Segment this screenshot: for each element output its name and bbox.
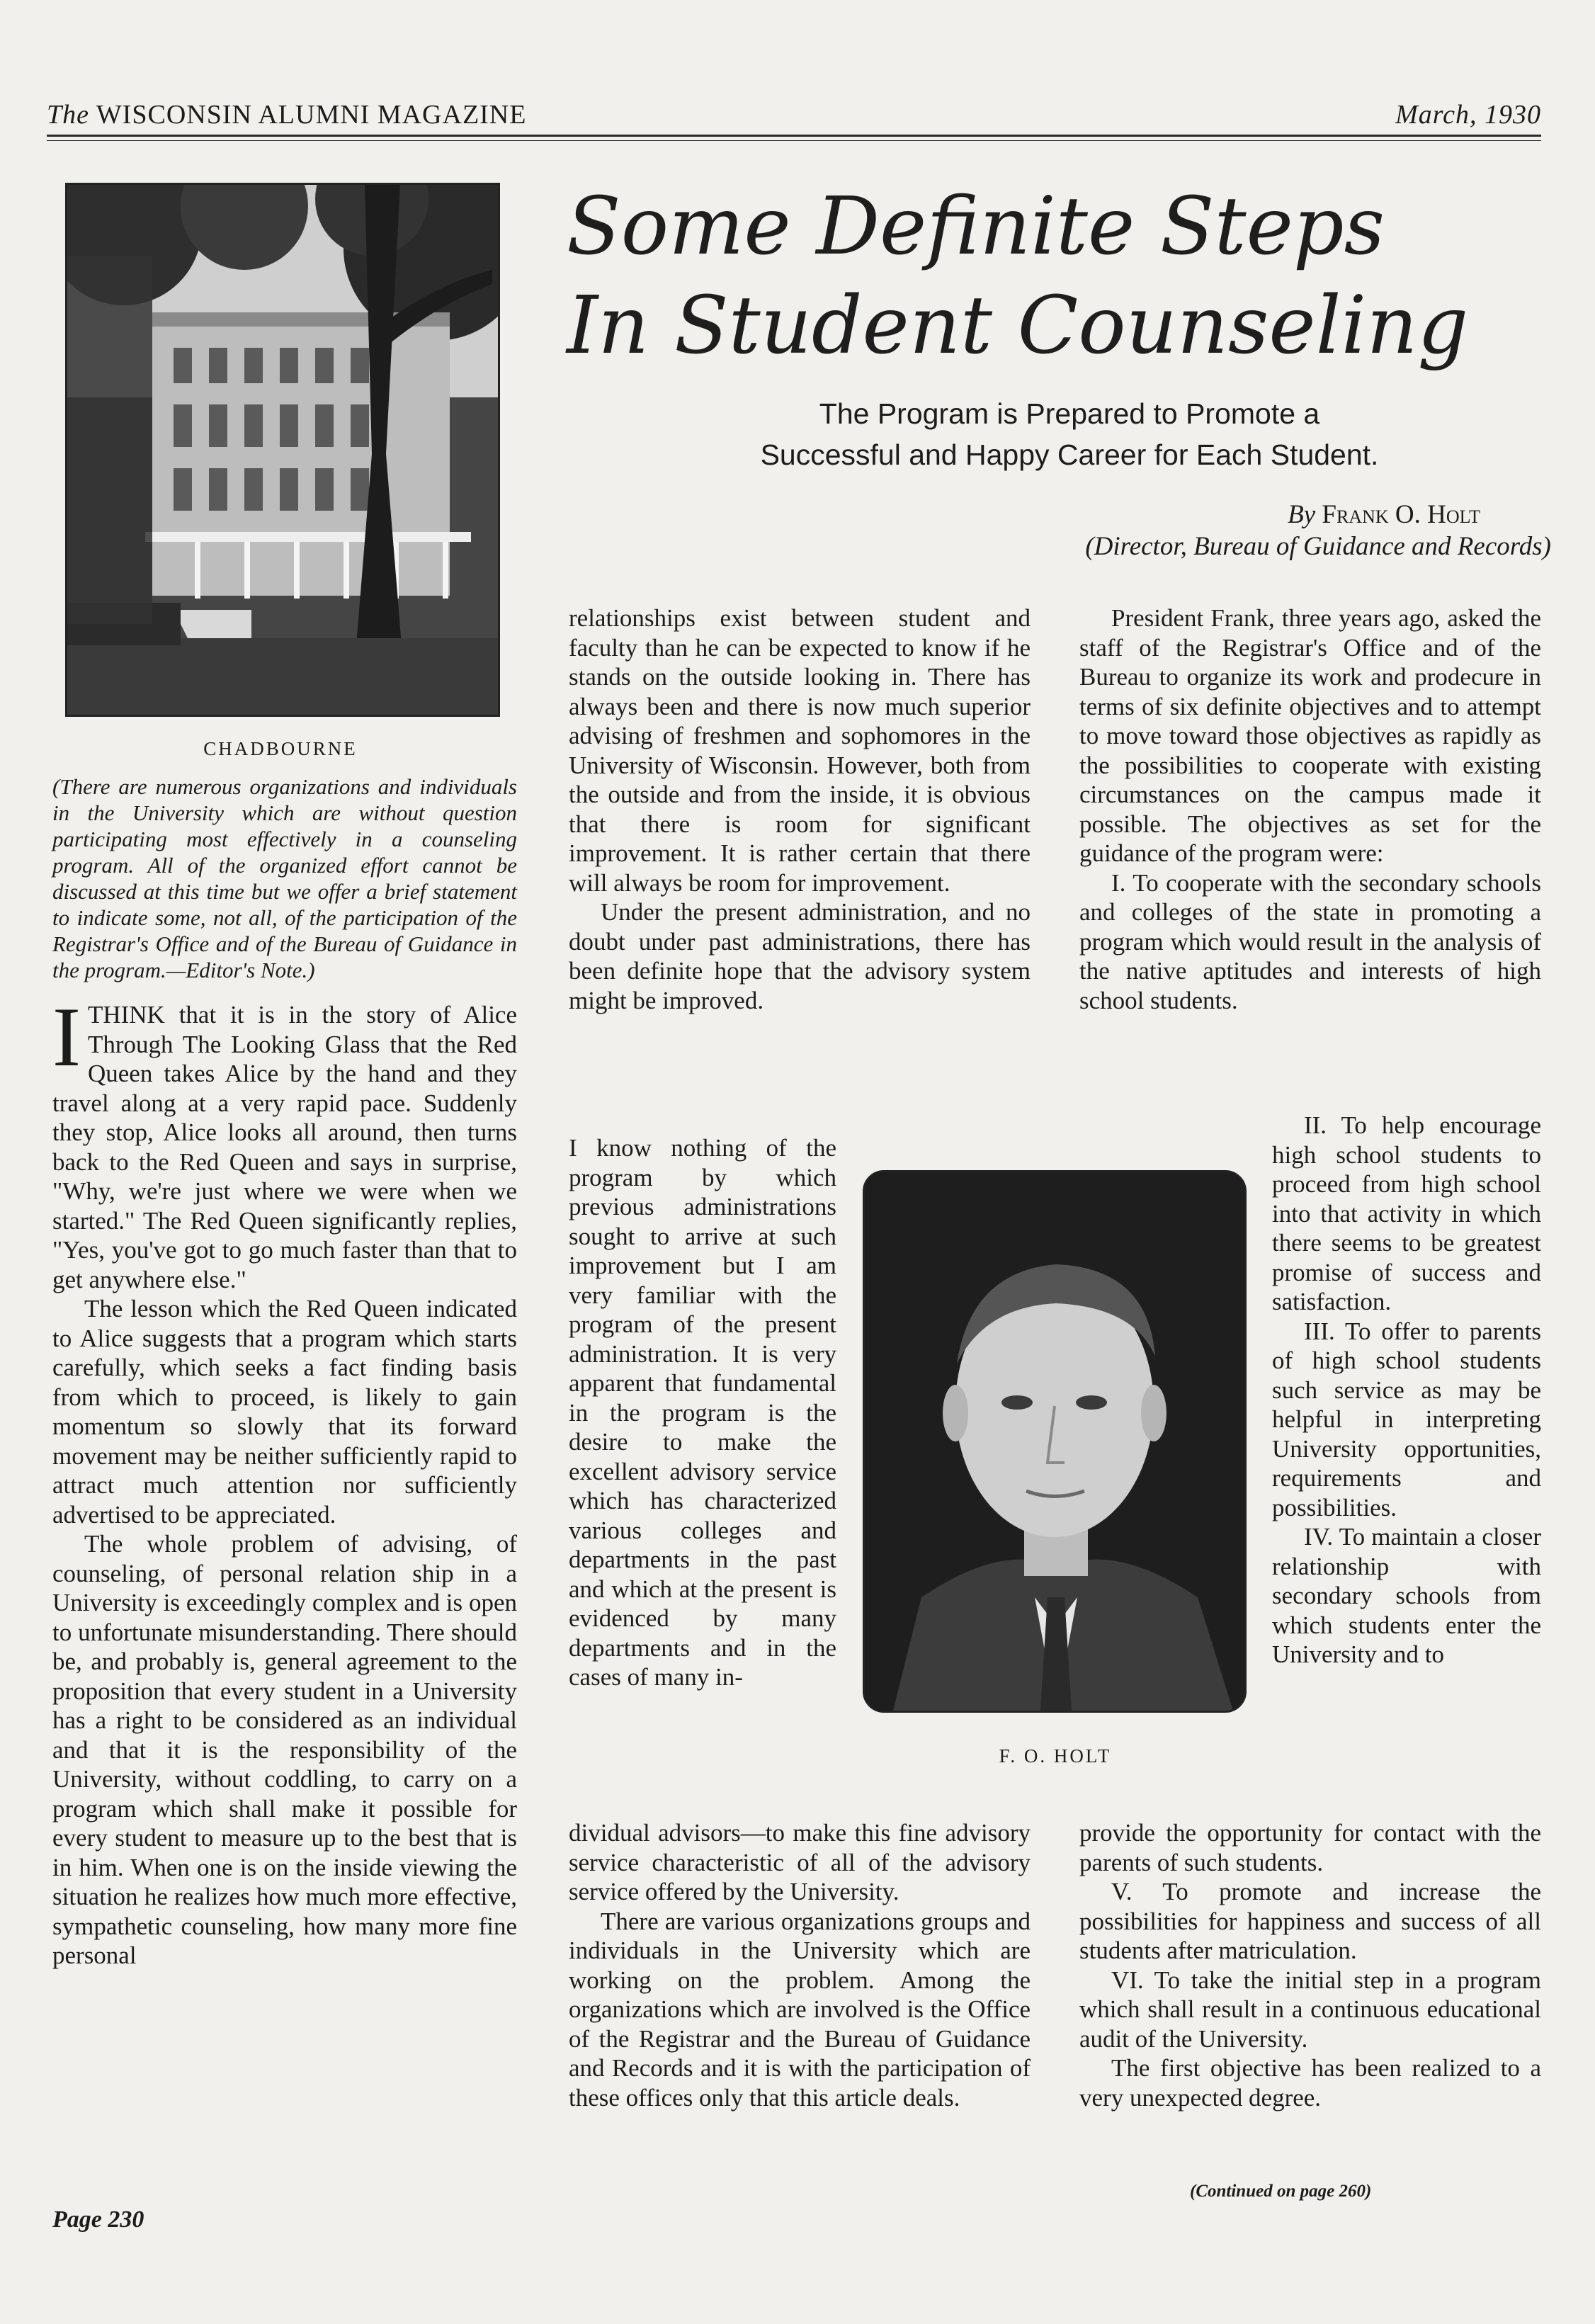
- column-3-bottom: [1079, 1818, 1541, 2112]
- column-2-narrow: [569, 1133, 836, 1692]
- author-role: (Director, Bureau of Guidance and Records): [1085, 532, 1551, 561]
- objective-1: I. To cooperate with the secondary schools and colleges of the state in promoting a program which would result in the analysis of the native aptitudes and interests of high school students.: [1079, 868, 1541, 1014]
- objective-4b: provide the opportunity for contact with the parents of such students.: [1079, 1819, 1541, 1876]
- col2-paragraph-2: Under the present administration, and no doubt under past administrations, there has been definite hope that the advisory system might be improved.: [569, 898, 1031, 1014]
- title-line-2: In Student Counseling: [567, 280, 1469, 372]
- article-subtitle: [609, 393, 1530, 475]
- objective-2: II. To help encourage high school students to proceed from high school into that activity in which there seems to be greatest promise of success and satisfaction.: [1272, 1111, 1541, 1315]
- column-2-top: [569, 603, 1031, 1015]
- col2-paragraph-3a: I know nothing of the program by which previous administrations sought to arrive at such improvement but I am very familiar with the program of the present administration. It is very apparent that fundamental in the program is the desire to make the excellent advisory service which has characterized various colleges and departments in the past and which at the present is evidenced by many departments and in the cases of many in-: [569, 1134, 836, 1691]
- objective-6: VI. To take the initial step in a program which shall result in a continuous educational audit of the University.: [1079, 1966, 1541, 2053]
- byline-prefix: By: [1288, 500, 1316, 529]
- author-name: Frank O. Holt: [1322, 500, 1480, 529]
- editor-note: (There are numerous organizations and individuals in the University which are without question participating most effectively in a counseling program. All of the organized effort cannot be discussed at this time but we offer a brief statement to indicate some, not all, of the participation of the Registrar's Office and of the Bureau of Guidance in the program.—Editor's Note.): [52, 774, 517, 982]
- col1-p1-text: THINK that it is in the story of Alice Through The Looking Glass that the Red Queen takes Alice by the hand and they travel along at a very rapid pace. Suddenly they stop, Alice looks all around, then turns back to the Red Queen and says in surprise, "Why, we're just where we were when we started." The Red Queen significantly replies, "Yes, you've got to go much faster than that to get anywhere else.": [52, 1001, 517, 1293]
- column-3-top: [1079, 603, 1541, 1015]
- byline: [772, 499, 1480, 530]
- subtitle-line-1: The Program is Prepared to Promote a: [819, 397, 1320, 430]
- col3-paragraph-1: President Frank, three years ago, asked the staff of the Registrar's Office and of the Bureau to organize its work and prodecure in terms of six definite objectives and to attempt to move toward those objectives as rapidly as the possibilities to cooperate with existing circumstances on the campus made it possible. The objectives as set for the guidance of the program were:: [1079, 604, 1541, 867]
- col1-paragraph-3: The whole problem of advising, of counseling, of personal relation ship in a University is exceedingly complex and is open to unfortunate misunderstanding. There should be, and probably is, general agreement to the proposition that every student in a University has a right to be considered as an individual and that it is the responsibility of the University, without coddling, to carry on a program which shall make it possible for every student to measure up to the best that is in him. When one is on the inside viewing the situation he realizes how much more effective, sympathetic counseling, how many more fine personal: [52, 1530, 517, 1969]
- objective-3: III. To offer to parents of high school students such service as may be helpful in interpreting University opportunities, requirements and possibilities.: [1272, 1317, 1541, 1521]
- col2-paragraph-4: There are various organizations groups and individuals in the University which are working on the problem. Among the organizations which are involved is the Office of the Registrar and the Bureau of Guidance and Records and it is with the participation of these offices only that this article deals.: [569, 1907, 1031, 2112]
- continued-note: (Continued on page 260): [1190, 2182, 1372, 2201]
- col3-paragraph-last: The first objective has been realized to a very unexpected degree.: [1079, 2054, 1541, 2112]
- column-1: [52, 990, 517, 1971]
- chadbourne-hall-illustration: [67, 185, 498, 715]
- drop-cap: I: [52, 990, 81, 1084]
- holt-portrait-illustration: [865, 1172, 1244, 1711]
- header-rule-thin: [47, 140, 1541, 141]
- magazine-name: The WISCONSIN ALUMNI MAGAZINE: [47, 100, 527, 130]
- holt-caption: F. O. HOLT: [999, 1745, 1112, 1767]
- column-2-bottom: [569, 1818, 1031, 2112]
- issue-date: March, 1930: [1395, 100, 1541, 130]
- chadbourne-photo: [65, 183, 500, 717]
- chadbourne-caption: CHADBOURNE: [203, 738, 358, 759]
- article-title: [567, 177, 1572, 375]
- header-rule: [47, 135, 1541, 137]
- col1-paragraph-2: The lesson which the Red Queen indicated to Alice suggests that a program which starts carefully, which seeks a fact finding basis from which to proceed, is likely to gain momentum so slowly that its forward movement may be neither sufficiently rapid to attract much attention nor sufficiently advertised to be appreciated.: [52, 1295, 517, 1529]
- title-line-1: Some Definite Steps: [567, 181, 1385, 273]
- page-number: Page 230: [52, 2206, 144, 2233]
- col2-paragraph-1: relationships exist between student and faculty than he can be expected to know if he stands on the outside looking in. There has always been and there is now much superior advising of freshmen and sophomores in the University of Wisconsin. However, both from the outside and from the inside, it is obvious that there is room for significant improvement. It is rather certain that there will always be room for improvement.: [569, 604, 1031, 897]
- objective-4a: IV. To maintain a closer relationship with secondary schools from which students enter the University and to: [1272, 1523, 1541, 1668]
- column-3-narrow: [1272, 1111, 1541, 1670]
- col1-paragraph-1: [52, 990, 517, 1294]
- holt-portrait: [863, 1170, 1247, 1713]
- objective-5: V. To promote and increase the possibilities for happiness and success of all students after matriculation.: [1079, 1878, 1541, 1964]
- col2-paragraph-3b: dividual advisors—to make this fine advisory service characteristic of all of the advisory service offered by the University.: [569, 1819, 1031, 1905]
- subtitle-line-2: Successful and Happy Career for Each Student.: [760, 438, 1379, 471]
